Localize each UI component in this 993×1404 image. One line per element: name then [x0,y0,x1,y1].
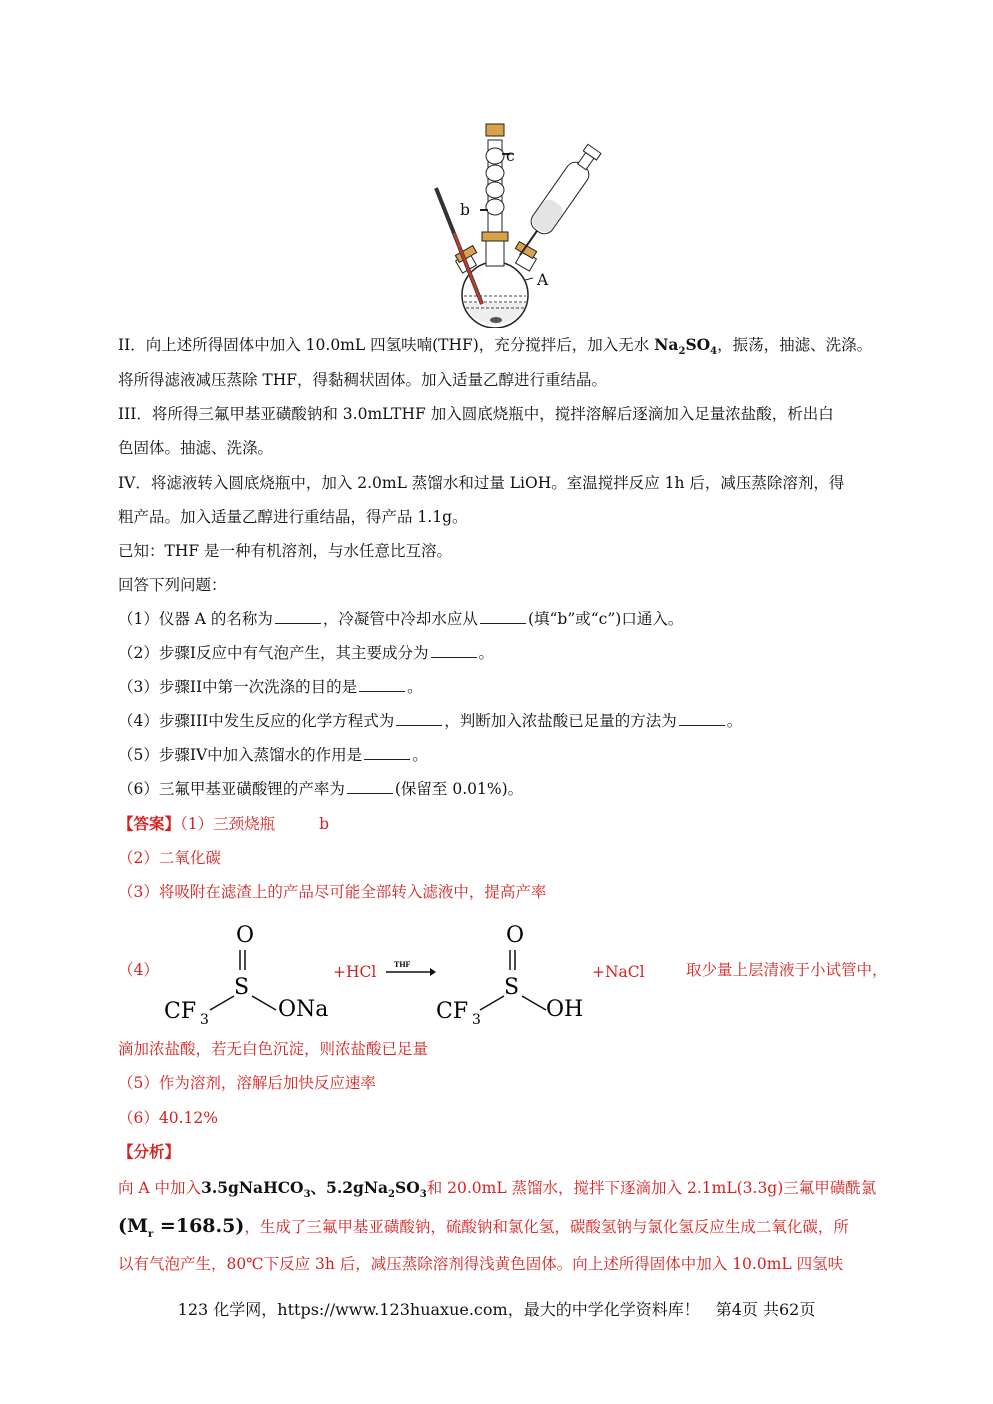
analysis-line1: 向 A 中加入3.5gNaHCO$_3$、$5.2gNa_2SO_3$和 20.0mL 蒸馏水，搅拌下逐滴加入 2.1mL(3.3g)三氟甲磺酰氯 [118,1178,877,1201]
svg-text:CF: CF [436,999,469,1024]
step3-line1: III．将所得三氟甲基亚磺酸钠和 3.0mLTHF 加入圆底烧瓶中，搅拌溶解后逐滴加入足量浓盐酸，析出白 [118,405,834,423]
known-note: 已知：THF 是一种有机溶剂，与水任意比互溶。 [118,542,453,560]
analysis-line3: 以有气泡产生，80℃下反应 3h 后，减压蒸除溶剂得浅黄色固体。向上述所得固体中加入 10.0mL 四氢呋 [118,1255,844,1273]
answer-blank[interactable] [359,677,405,692]
svg-text:O: O [236,923,255,948]
step2-line1: II．向上述所得固体中加入 10.0mL 四氢呋喃(THF)，充分搅拌后，加入无水 $Na_2SO_4$，振荡，抽滤、洗涤。 [118,335,873,358]
label-c: c [506,147,515,165]
answer-blank[interactable] [396,711,442,726]
answer-blank[interactable] [275,609,321,624]
reactant-structure [160,918,340,1028]
analysis-tag: 【分析】 [118,1142,181,1161]
question-6: （6）三氟甲基亚磺酸锂的产率为 (保留至 0.01%)。 [118,780,524,798]
label-b: b [460,201,470,219]
na2so4-formula: $Na_2SO_4$ [654,335,718,358]
answer-4-number: （4） [118,961,159,979]
mr-value: $(M_r =168.5)$ [118,1215,245,1240]
question-1: （1）仪器 A 的名称为 ，冷凝管中冷却水应从 (填“b”或“c”)口通入。 [118,610,684,628]
svg-text:O: O [506,923,525,948]
svg-text:OH: OH [546,997,584,1022]
reaction-arrow [384,958,436,982]
answer-1: 【答案】（1）三颈烧瓶 b [118,814,330,833]
step3-line2: 色固体。抽滤、洗涤。 [118,439,274,457]
step4-line1: IV．将滤液转入圆底烧瓶中，加入 2.0mL 蒸馏水和过量 LiOH。室温搅拌反应 1h 后，减压蒸除溶剂，得 [118,474,845,492]
svg-text:3: 3 [472,1012,481,1028]
question-3: （3）步骤II中第一次洗涤的目的是 。 [118,678,423,696]
questions-prompt: 回答下列问题： [118,576,227,594]
question-2: （2）步骤I反应中有气泡产生，其主要成分为 。 [118,644,495,662]
answer-4-method-2: 滴加浓盐酸，若无白色沉淀，则浓盐酸已足量 [118,1040,429,1058]
label-A: A [537,271,549,289]
answer-tag: 【答案】 [118,814,181,833]
answer-3: （3）将吸附在滤渣上的产品尽可能全部转入滤液中，提高产率 [118,883,547,901]
step4-line2: 粗产品。加入适量乙醇进行重结晶，得产品 1.1g。 [118,508,468,526]
svg-text:ONa: ONa [278,997,329,1022]
reagents-formula: 3.5gNaHCO$_3$、$5.2gNa_2SO_3$ [201,1178,427,1201]
svg-text:THF: THF [394,960,411,969]
question-4: （4）步骤III中发生反应的化学方程式为 ，判断加入浓盐酸已足量的方法为 。 [118,712,743,730]
answer-5: （5）作为溶剂，溶解后加快反应速率 [118,1074,376,1092]
product-nacl: +NaCl [592,963,645,981]
product-structure [434,918,604,1028]
answer-6: （6）40.12% [118,1109,218,1127]
svg-text:S: S [234,975,250,1000]
svg-text:S: S [504,975,520,1000]
question-5: （5）步骤IV中加入蒸馏水的作用是 。 [118,746,428,764]
analysis-line2: $(M_r =168.5)$，生成了三氟甲基亚磺酸钠，硫酸钠和氯化氢，碳酸氢钠与氯化氢反应生成二氧化碳，所 [118,1215,849,1240]
answer-4-method-1: 取少量上层清液于小试管中， [686,961,888,979]
step2-line2: 将所得滤液减压蒸除 THF，得黏稠状固体。加入适量乙醇进行重结晶。 [118,371,608,389]
svg-text:3: 3 [200,1012,209,1028]
page-footer: 123 化学网，https://www.123huaxue.com，最大的中学化学资料库！ 第4页 共62页 [177,1300,816,1319]
answer-blank[interactable] [679,711,725,726]
answer-blank[interactable] [347,779,393,794]
answer-2: （2）二氧化碳 [118,849,221,867]
svg-text:CF: CF [164,999,197,1024]
answer-blank[interactable] [364,745,410,760]
reagent-hcl: +HCl [333,963,377,981]
apparatus-diagram [430,118,620,328]
answer-blank[interactable] [431,643,477,658]
answer-blank[interactable] [480,609,526,624]
